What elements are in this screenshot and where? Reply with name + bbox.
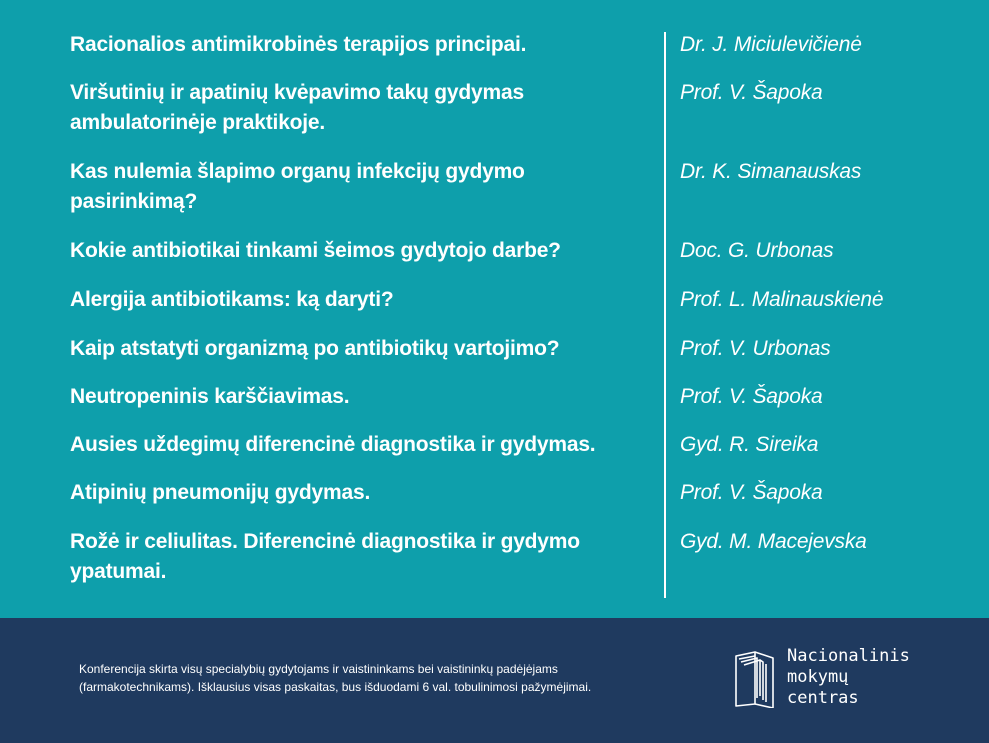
logo-line: centras <box>787 688 859 708</box>
speaker-name: Prof. L. Malinauskienė <box>680 288 884 311</box>
organization-logo <box>733 646 953 718</box>
speaker-name: Gyd. M. Macejevska <box>680 530 867 553</box>
speaker-name: Prof. V. Urbonas <box>680 337 831 360</box>
speaker-name: Prof. V. Šapoka <box>680 81 823 104</box>
topic-title: Rožė ir celiulitas. Diferencinė diagnostika ir gydymo ypatumai. <box>70 530 580 583</box>
topic-title: Kokie antibiotikai tinkami šeimos gydytojo darbe? <box>70 239 561 262</box>
topic-title: Alergija antibiotikams: ką daryti? <box>70 288 394 311</box>
topic-title: Atipinių pneumonijų gydymas. <box>70 481 371 504</box>
topic-title: Ausies uždegimų diferencinė diagnostika ir gydymas. <box>70 433 596 456</box>
logo-wordmark <box>787 646 957 709</box>
speaker-name: Doc. G. Urbonas <box>680 239 834 262</box>
topic-title: Viršutinių ir apatinių kvėpavimo takų gydymas ambulatorinėje praktikoje. <box>70 81 524 134</box>
book-icon <box>733 650 779 708</box>
footer-note <box>79 660 679 696</box>
column-divider <box>664 32 666 598</box>
topic-title: Kaip atstatyti organizmą po antibiotikų vartojimo? <box>70 337 560 360</box>
footer-note-line: Konferencija skirta visų specialybių gydytojams ir vaistininkams bei vaistininkų padėjėjams <box>79 662 558 676</box>
footer-note-line: (farmakotechnikams). Išklausius visas paskaitas, bus išduodami 6 val. tobulinimosi pažymėjimai. <box>79 680 592 694</box>
speaker-name: Prof. V. Šapoka <box>680 385 823 408</box>
footer-bar <box>0 618 989 743</box>
logo-line: Nacionalinis <box>787 646 910 666</box>
speaker-name: Gyd. R. Sireika <box>680 433 819 456</box>
speaker-name: Dr. J. Miciulevičienė <box>680 33 862 56</box>
topic-title: Racionalios antimikrobinės terapijos principai. <box>70 33 527 56</box>
logo-line: mokymų <box>787 667 849 687</box>
topic-title: Neutropeninis karščiavimas. <box>70 385 350 408</box>
topic-title: Kas nulemia šlapimo organų infekcijų gydymo pasirinkimą? <box>70 160 525 213</box>
speaker-name: Dr. K. Simanauskas <box>680 160 862 183</box>
speaker-name: Prof. V. Šapoka <box>680 481 823 504</box>
